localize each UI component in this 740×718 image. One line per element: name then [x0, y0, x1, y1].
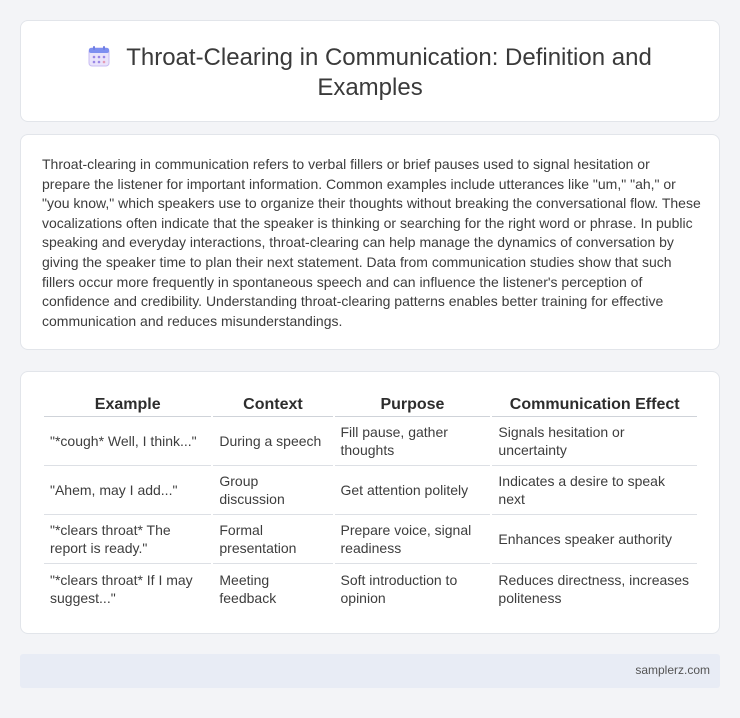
- page-title-wrap: [21, 43, 719, 103]
- cell-context: Group discussion: [213, 466, 332, 515]
- table-header-row: [44, 392, 697, 417]
- cell-effect: Reduces directness, increases politeness: [498, 571, 690, 606]
- cell-context: Meeting feedback: [219, 571, 277, 606]
- table-row: [44, 466, 697, 515]
- header-communication-effect: Communication Effect: [492, 392, 697, 417]
- cell-example: "*clears throat* The report is ready.": [44, 515, 211, 564]
- description-card: [20, 134, 720, 350]
- cell-effect: Indicates a desire to speak next: [492, 466, 697, 515]
- calendar-icon: [88, 45, 110, 67]
- cell-purpose: Prepare voice, signal readiness: [335, 515, 491, 564]
- cell-example: "*cough* Well, I think...": [44, 417, 211, 466]
- header-purpose: Purpose: [335, 392, 491, 417]
- cell-example: "Ahem, may I add...": [44, 466, 211, 515]
- header-example: Example: [44, 392, 211, 417]
- header-context: Context: [213, 392, 332, 417]
- description-text: Throat-clearing in communication refers to verbal fillers or brief pauses used to signal hesitation or prepare the listener for important information. Common examples include utterances like "um," "ah," or "you know," which speakers use to organize their thoughts without breaking the conversational flow. These vocalizations often indicate that the speaker is thinking or searching for the right word or phrase. In public speaking and everyday interactions, throat-clearing can help manage the dynamics of conversation by giving the speaker time to plan their next statement. Data from communication studies show that such fillers occur more frequently in spontaneous speech and can influence the listener's perception of confidence and credibility. Understanding throat-clearing patterns enables better training for effective communication and reduces misunderstandings.: [42, 156, 701, 329]
- table-card: [20, 371, 720, 634]
- table-row: [44, 515, 697, 564]
- cell-purpose: Soft introduction to opinion: [340, 571, 458, 606]
- footer: [20, 654, 720, 688]
- table-row: [44, 417, 697, 466]
- page-title: Throat-Clearing in Communication: Definition and Examples: [126, 44, 652, 101]
- table-row: [44, 564, 697, 613]
- examples-table: [42, 392, 699, 613]
- cell-purpose: Fill pause, gather thoughts: [335, 417, 491, 466]
- cell-effect: Signals hesitation or uncertainty: [492, 417, 697, 466]
- title-card: [20, 20, 720, 122]
- cell-context: Formal presentation: [213, 515, 332, 564]
- cell-example: "*clears throat* If I may suggest...": [50, 571, 193, 606]
- cell-purpose: Get attention politely: [335, 466, 491, 515]
- footer-site-link[interactable]: samplerz.com: [635, 663, 710, 677]
- cell-context: During a speech: [213, 417, 332, 466]
- cell-effect: Enhances speaker authority: [492, 515, 697, 564]
